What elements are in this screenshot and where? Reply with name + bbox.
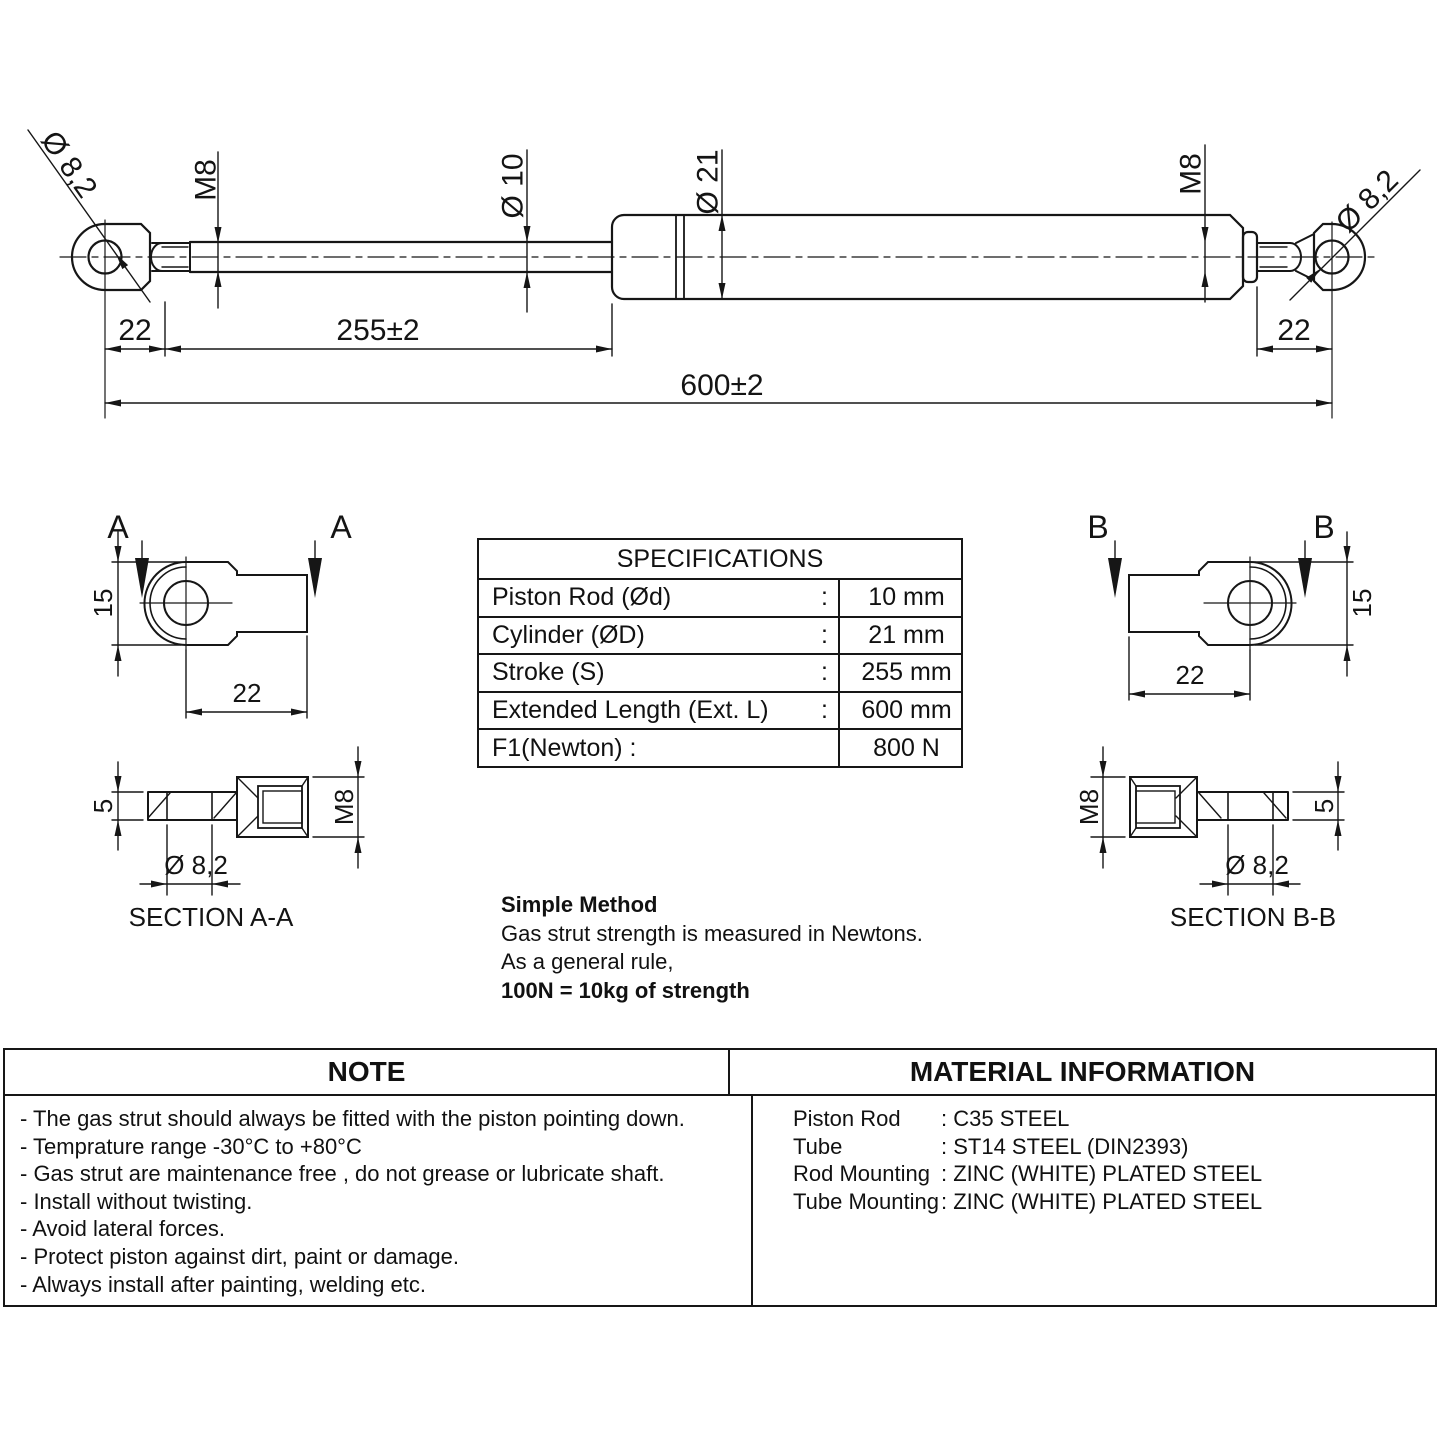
spec-colon: :	[821, 583, 828, 612]
left-hole-dim-label: Ø 8,2	[34, 125, 104, 205]
strut-dimensions	[28, 125, 1420, 406]
spec-row-force	[479, 730, 961, 766]
simple-method-rule: 100N = 10kg of strength	[501, 977, 750, 1003]
spec-colon: :	[821, 696, 828, 725]
spec-value: 10 mm	[868, 583, 945, 612]
spec-row-stroke	[479, 655, 961, 693]
left-thread-dim-label: M8	[189, 159, 223, 201]
section-b-cut-arrow	[1298, 558, 1312, 598]
specifications-table	[477, 538, 963, 768]
b-thread-dim-label: M8	[1074, 788, 1104, 826]
spec-colon: :	[821, 658, 828, 687]
extended-length-label: 600±2	[680, 369, 764, 402]
b-height-dim-label: 15	[1347, 588, 1377, 618]
material-label: Piston Rod	[793, 1106, 901, 1131]
material-row	[793, 1160, 1435, 1188]
material-row	[793, 1105, 1435, 1133]
b-thickness-dim-label: 5	[1309, 798, 1339, 814]
spec-value: 600 mm	[861, 696, 952, 725]
stroke-length-label: 255±2	[336, 314, 420, 347]
section-b-label: SECTION B-B	[1169, 902, 1337, 932]
section-a-label: SECTION A-A	[128, 902, 294, 932]
b-width-dim-label: 22	[1175, 660, 1205, 690]
material-value: : ST14 STEEL (DIN2393)	[941, 1133, 1189, 1159]
material-row	[793, 1133, 1435, 1161]
b-hole-dim-label: Ø 8,2	[1225, 850, 1289, 880]
spec-label: Stroke (S)	[492, 658, 605, 687]
spec-label: Cylinder (ØD)	[492, 620, 645, 649]
a-thread-dim-label: M8	[329, 788, 359, 826]
note-item: - Gas strut are maintenance free , do not grease or lubricate shaft.	[20, 1161, 665, 1187]
note-item: - Install without twisting.	[20, 1188, 253, 1214]
section-a-cut-arrow	[308, 558, 322, 598]
note-title: NOTE	[5, 1050, 730, 1094]
section-b-marker-left: B	[1087, 509, 1109, 545]
section-a-views	[88, 509, 364, 932]
a-width-dim-label: 22	[232, 678, 262, 708]
spec-value: 800 N	[873, 733, 940, 762]
right-thread-dim-label: M8	[1174, 153, 1208, 195]
section-b-cut-arrow	[1108, 558, 1122, 598]
material-value: : C35 STEEL	[941, 1106, 1070, 1131]
section-b-views	[1074, 509, 1377, 932]
note-list	[5, 1096, 753, 1305]
a-hole-dim-label: Ø 8,2	[164, 850, 228, 880]
simple-method-title: Simple Method	[501, 892, 658, 917]
spec-label: Piston Rod (Ød)	[492, 583, 672, 612]
spec-label: Extended Length (Ext. L)	[492, 696, 769, 725]
spec-row-extended-length	[479, 693, 961, 731]
spec-colon: :	[821, 620, 828, 649]
material-value: : ZINC (WHITE) PLATED STEEL	[941, 1161, 1263, 1187]
section-b-marker-right: B	[1313, 509, 1335, 545]
note-item: - The gas strut should always be fitted with the piston pointing down.	[20, 1106, 685, 1131]
material-title: MATERIAL INFORMATION	[909, 1056, 1256, 1087]
section-a-marker-left: A	[107, 509, 129, 545]
tube-mount-length-label: 22	[1277, 314, 1311, 347]
spec-row-cylinder	[479, 618, 961, 656]
material-label: Tube	[793, 1133, 843, 1159]
simple-method-line: Gas strut strength is measured in Newtons.	[501, 920, 923, 946]
material-row	[793, 1188, 1435, 1216]
note-item: - Temprature range -30°C to +80°C	[20, 1133, 362, 1159]
right-hole-dim-label: Ø 8,2	[1329, 163, 1405, 239]
material-value: : ZINC (WHITE) PLATED STEEL	[941, 1188, 1263, 1214]
spec-value: 21 mm	[868, 620, 945, 649]
note-item: - Protect piston against dirt, paint or damage.	[20, 1243, 460, 1269]
simple-method-line: As a general rule,	[501, 949, 674, 974]
material-label: Rod Mounting	[793, 1161, 930, 1187]
material-label: Tube Mounting	[793, 1188, 939, 1214]
section-a-marker-right: A	[330, 509, 352, 545]
specifications-title: SPECIFICATIONS	[479, 540, 961, 580]
note-material-table	[3, 1048, 1437, 1307]
spec-row-piston-rod	[479, 580, 961, 618]
tube-dim-label: Ø 21	[691, 149, 725, 215]
note-item: - Avoid lateral forces.	[20, 1216, 226, 1242]
note-item: - Always install after painting, welding etc.	[20, 1271, 426, 1297]
a-height-dim-label: 15	[88, 588, 118, 618]
simple-method-block	[501, 891, 923, 1005]
spec-value: 255 mm	[861, 658, 952, 687]
spec-label: F1(Newton) :	[492, 733, 637, 762]
a-thickness-dim-label: 5	[88, 798, 118, 814]
rod-mount-length-label: 22	[118, 314, 152, 347]
material-list	[753, 1096, 1435, 1305]
rod-dim-label: Ø 10	[496, 153, 530, 219]
